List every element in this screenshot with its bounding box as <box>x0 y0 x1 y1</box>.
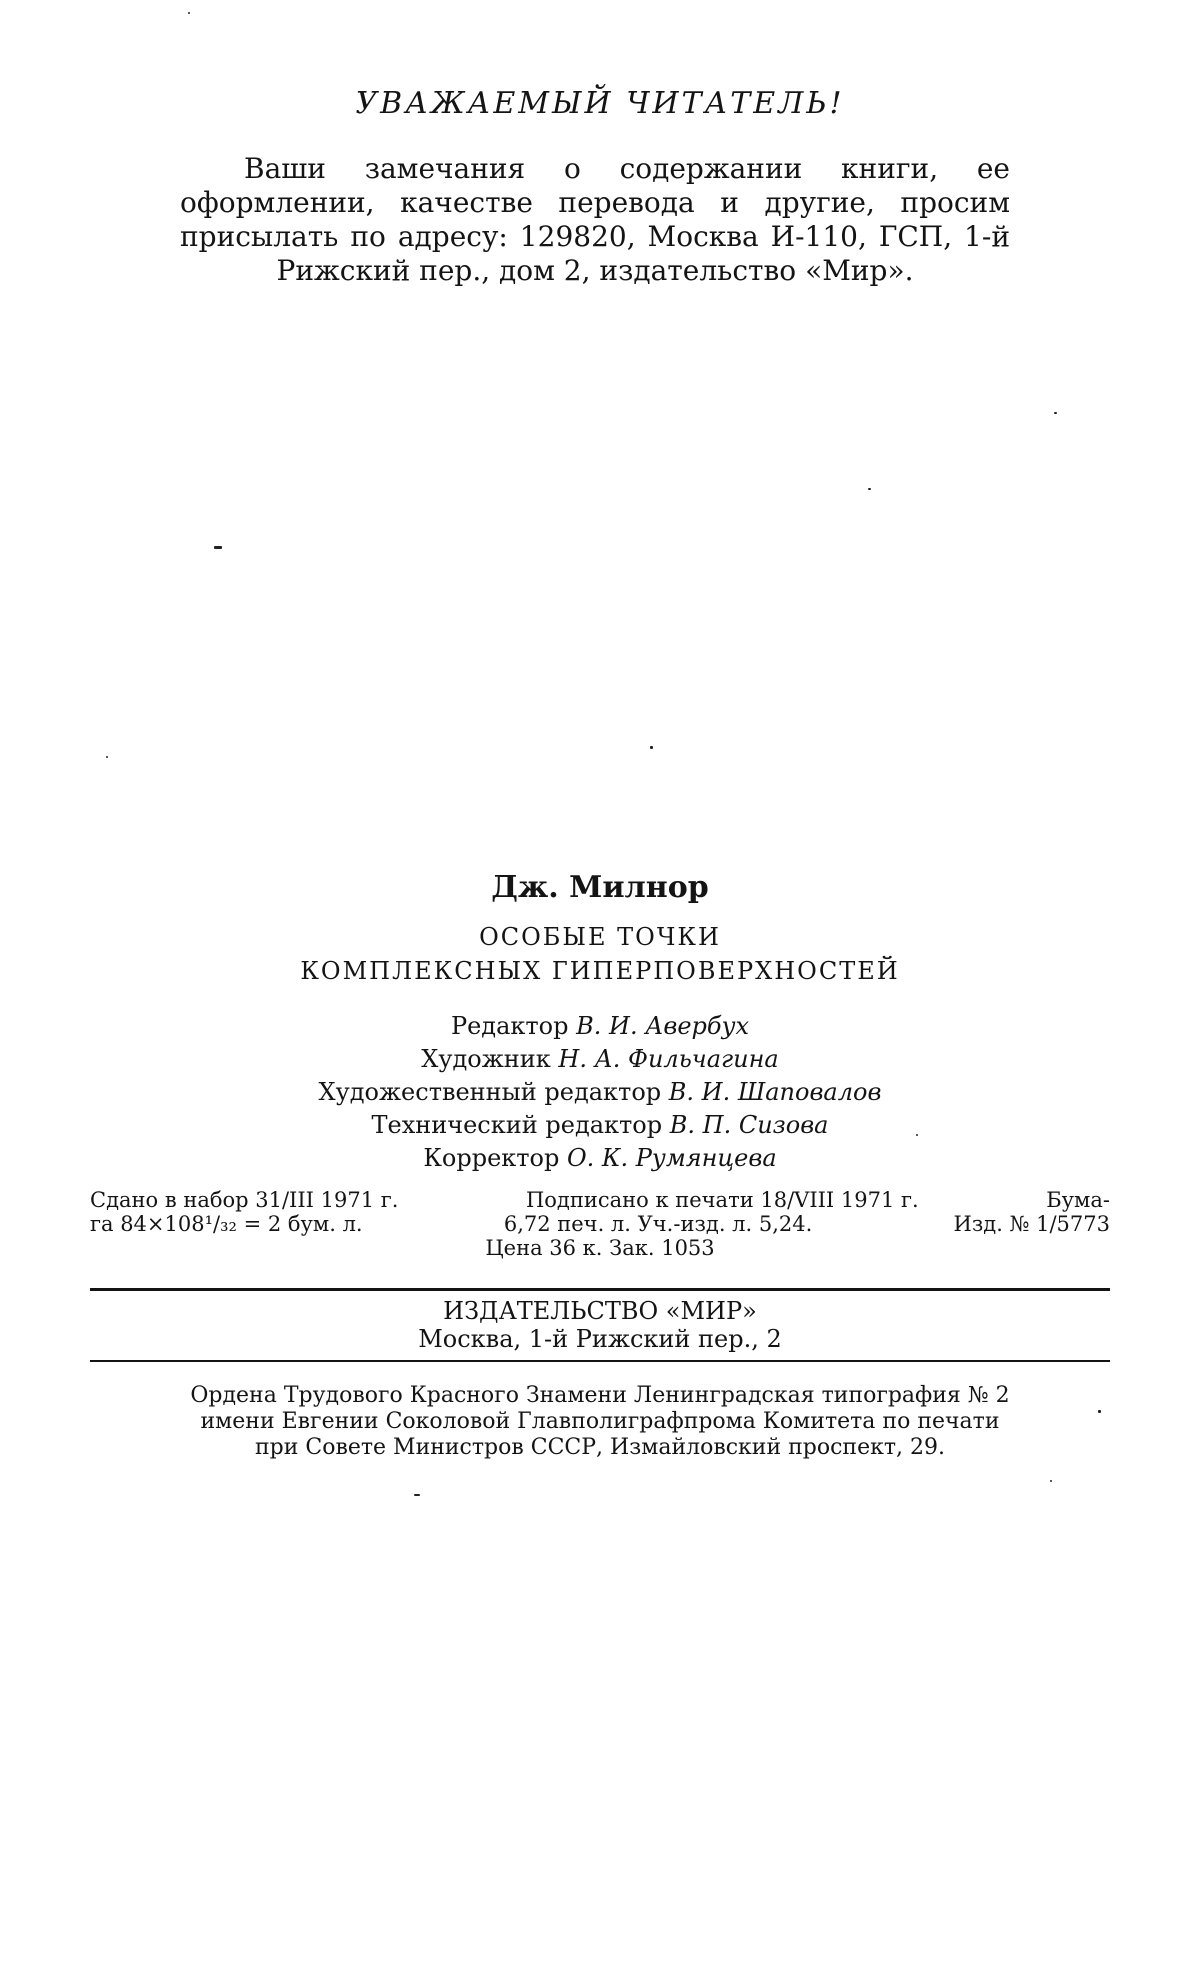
credit-name: В. П. Сизова <box>669 1111 829 1139</box>
imprint-paper-label: Бума- <box>1046 1188 1110 1212</box>
imprint-typeset-date: Сдано в набор 31/III 1971 г. <box>90 1188 399 1212</box>
credit-name: В. И. Авербух <box>576 1012 750 1040</box>
reader-notice-text: Ваши замечания о содержании книги, ее оформлении, качестве перевода и другие, просим присылать по адресу: 129820, Москва И-110, ГСП, 1-й Рижский пер., дом 2, издательство «Мир». <box>180 152 1010 287</box>
imprint-line-2 <box>90 1212 1110 1236</box>
printer-line-3: при Совете Министров СССР, Измайловский проспект, 29. <box>254 1435 946 1460</box>
printer-line-2: имени Евгении Соколовой Главполиграфпрома Комитета по печати <box>200 1409 1000 1434</box>
printer-line-1: Ордена Трудового Красного Знамени Ленинградская типография № 2 <box>190 1383 1010 1408</box>
credit-editor <box>0 1010 1200 1043</box>
credit-proofreader <box>0 1142 1200 1175</box>
imprint-paper-format: га 84×108¹/₃₂ = 2 бум. л. <box>90 1212 363 1236</box>
book-title <box>0 920 1200 988</box>
credit-art-editor <box>0 1076 1200 1109</box>
credit-role: Технический редактор <box>371 1111 663 1139</box>
scan-speck <box>916 1134 918 1136</box>
credit-role: Корректор <box>423 1144 560 1172</box>
scan-speck <box>1054 412 1057 414</box>
scan-speck <box>106 756 108 758</box>
scan-speck <box>1050 1480 1052 1482</box>
book-title-line-1: ОСОБЫЕ ТОЧКИ <box>479 923 721 951</box>
credits-list <box>0 1010 1200 1175</box>
publisher-address: Москва, 1-й Рижский пер., 2 <box>418 1325 782 1353</box>
imprint-sheets: 6,72 печ. л. Уч.-изд. л. 5,24. <box>503 1212 813 1236</box>
imprint-block <box>90 1188 1110 1260</box>
credit-role: Художественный редактор <box>318 1078 662 1106</box>
publisher-block <box>0 1297 1200 1353</box>
book-author: Дж. Милнор <box>491 870 709 905</box>
book-title-line-2: КОМПЛЕКСНЫХ ГИПЕРПОВЕРХНОСТЕЙ <box>300 957 900 985</box>
credit-role: Художник <box>421 1045 551 1073</box>
scan-speck <box>1098 1410 1101 1413</box>
imprint-line-1 <box>90 1188 1110 1212</box>
credit-name: Н. А. Фильчагина <box>558 1045 779 1073</box>
scan-speck <box>868 488 871 490</box>
reader-notice-body <box>180 152 1010 288</box>
divider-rule-top <box>90 1288 1110 1291</box>
imprint-price-order: Цена 36 к. Зак. 1053 <box>485 1236 715 1260</box>
divider-rule-bottom <box>90 1360 1110 1362</box>
credit-role: Редактор <box>450 1012 569 1040</box>
credit-name: В. И. Шаповалов <box>668 1078 882 1106</box>
scan-speck <box>188 12 190 14</box>
credit-artist <box>0 1043 1200 1076</box>
imprint-print-date: Подписано к печати 18/VIII 1971 г. <box>525 1188 919 1212</box>
imprint-edition-number: Изд. № 1/5773 <box>953 1212 1110 1236</box>
credit-name: О. К. Румянцева <box>567 1144 777 1172</box>
reader-notice-title: УВАЖАЕМЫЙ ЧИТАТЕЛЬ! <box>355 86 845 121</box>
printer-block <box>0 1383 1200 1461</box>
scan-speck <box>414 1494 420 1496</box>
publisher-name: ИЗДАТЕЛЬСТВО «МИР» <box>443 1297 757 1325</box>
scan-speck <box>214 546 222 549</box>
credit-technical-editor <box>0 1109 1200 1142</box>
scan-speck <box>650 746 653 749</box>
